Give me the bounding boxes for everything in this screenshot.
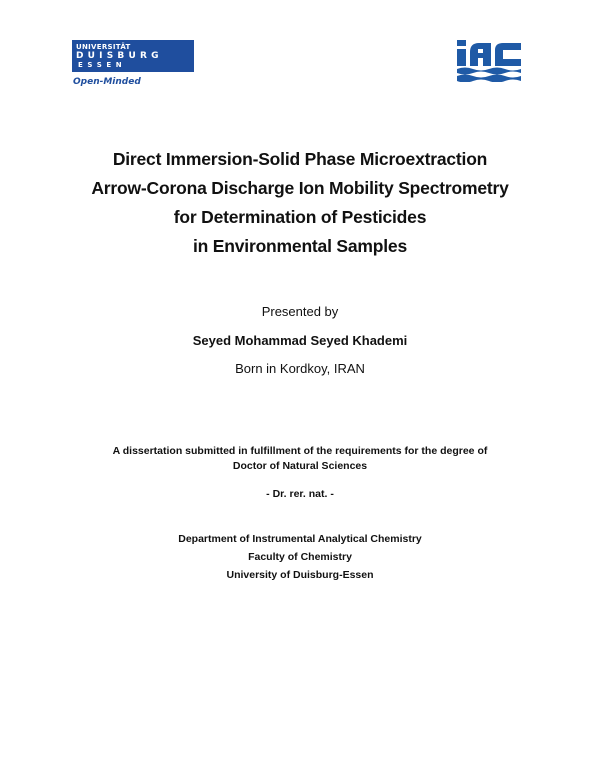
title-line: Direct Immersion-Solid Phase Microextraction [112,149,488,169]
birthplace: Born in Kordkoy, IRAN [235,361,365,376]
faculty: Faculty of Chemistry [248,551,352,563]
thesis-title [0,145,600,261]
iac-logo-i-dot [457,40,466,46]
author-name: Seyed Mohammad Seyed Khademi [192,333,408,348]
degree-statement-line: A dissertation submitted in fulfillment of the requirements for the degree of [112,445,488,457]
university-logo-line2: DUISBURG [76,51,163,61]
university: University of Duisburg-Essen [226,569,374,581]
degree-statement-line: Doctor of Natural Sciences [232,460,368,472]
iac-logo [455,40,523,82]
university-logo [72,40,194,72]
iac-logo-wave-top [457,68,521,75]
degree-abbreviation: - Dr. rer. nat. - [266,488,334,500]
university-logo-line1: UNIVERSITÄT [76,43,131,51]
university-logo-line3: ESSEN [78,61,127,69]
iac-logo-c [495,43,521,66]
presented-by-label: Presented by [261,304,339,319]
iac-logo-a [470,43,491,66]
iac-logo-i-stem [457,49,466,66]
iac-logo-wave-bottom [457,75,521,83]
title-line: for Determination of Pesticides [173,207,427,227]
affiliation [0,530,600,584]
title-line: in Environmental Samples [192,236,407,256]
university-tagline: Open-Minded [73,77,141,87]
department: Department of Instrumental Analytical Chemistry [178,533,422,545]
title-line: Arrow-Corona Discharge Ion Mobility Spectrometry [91,178,509,198]
degree-statement [0,444,600,474]
